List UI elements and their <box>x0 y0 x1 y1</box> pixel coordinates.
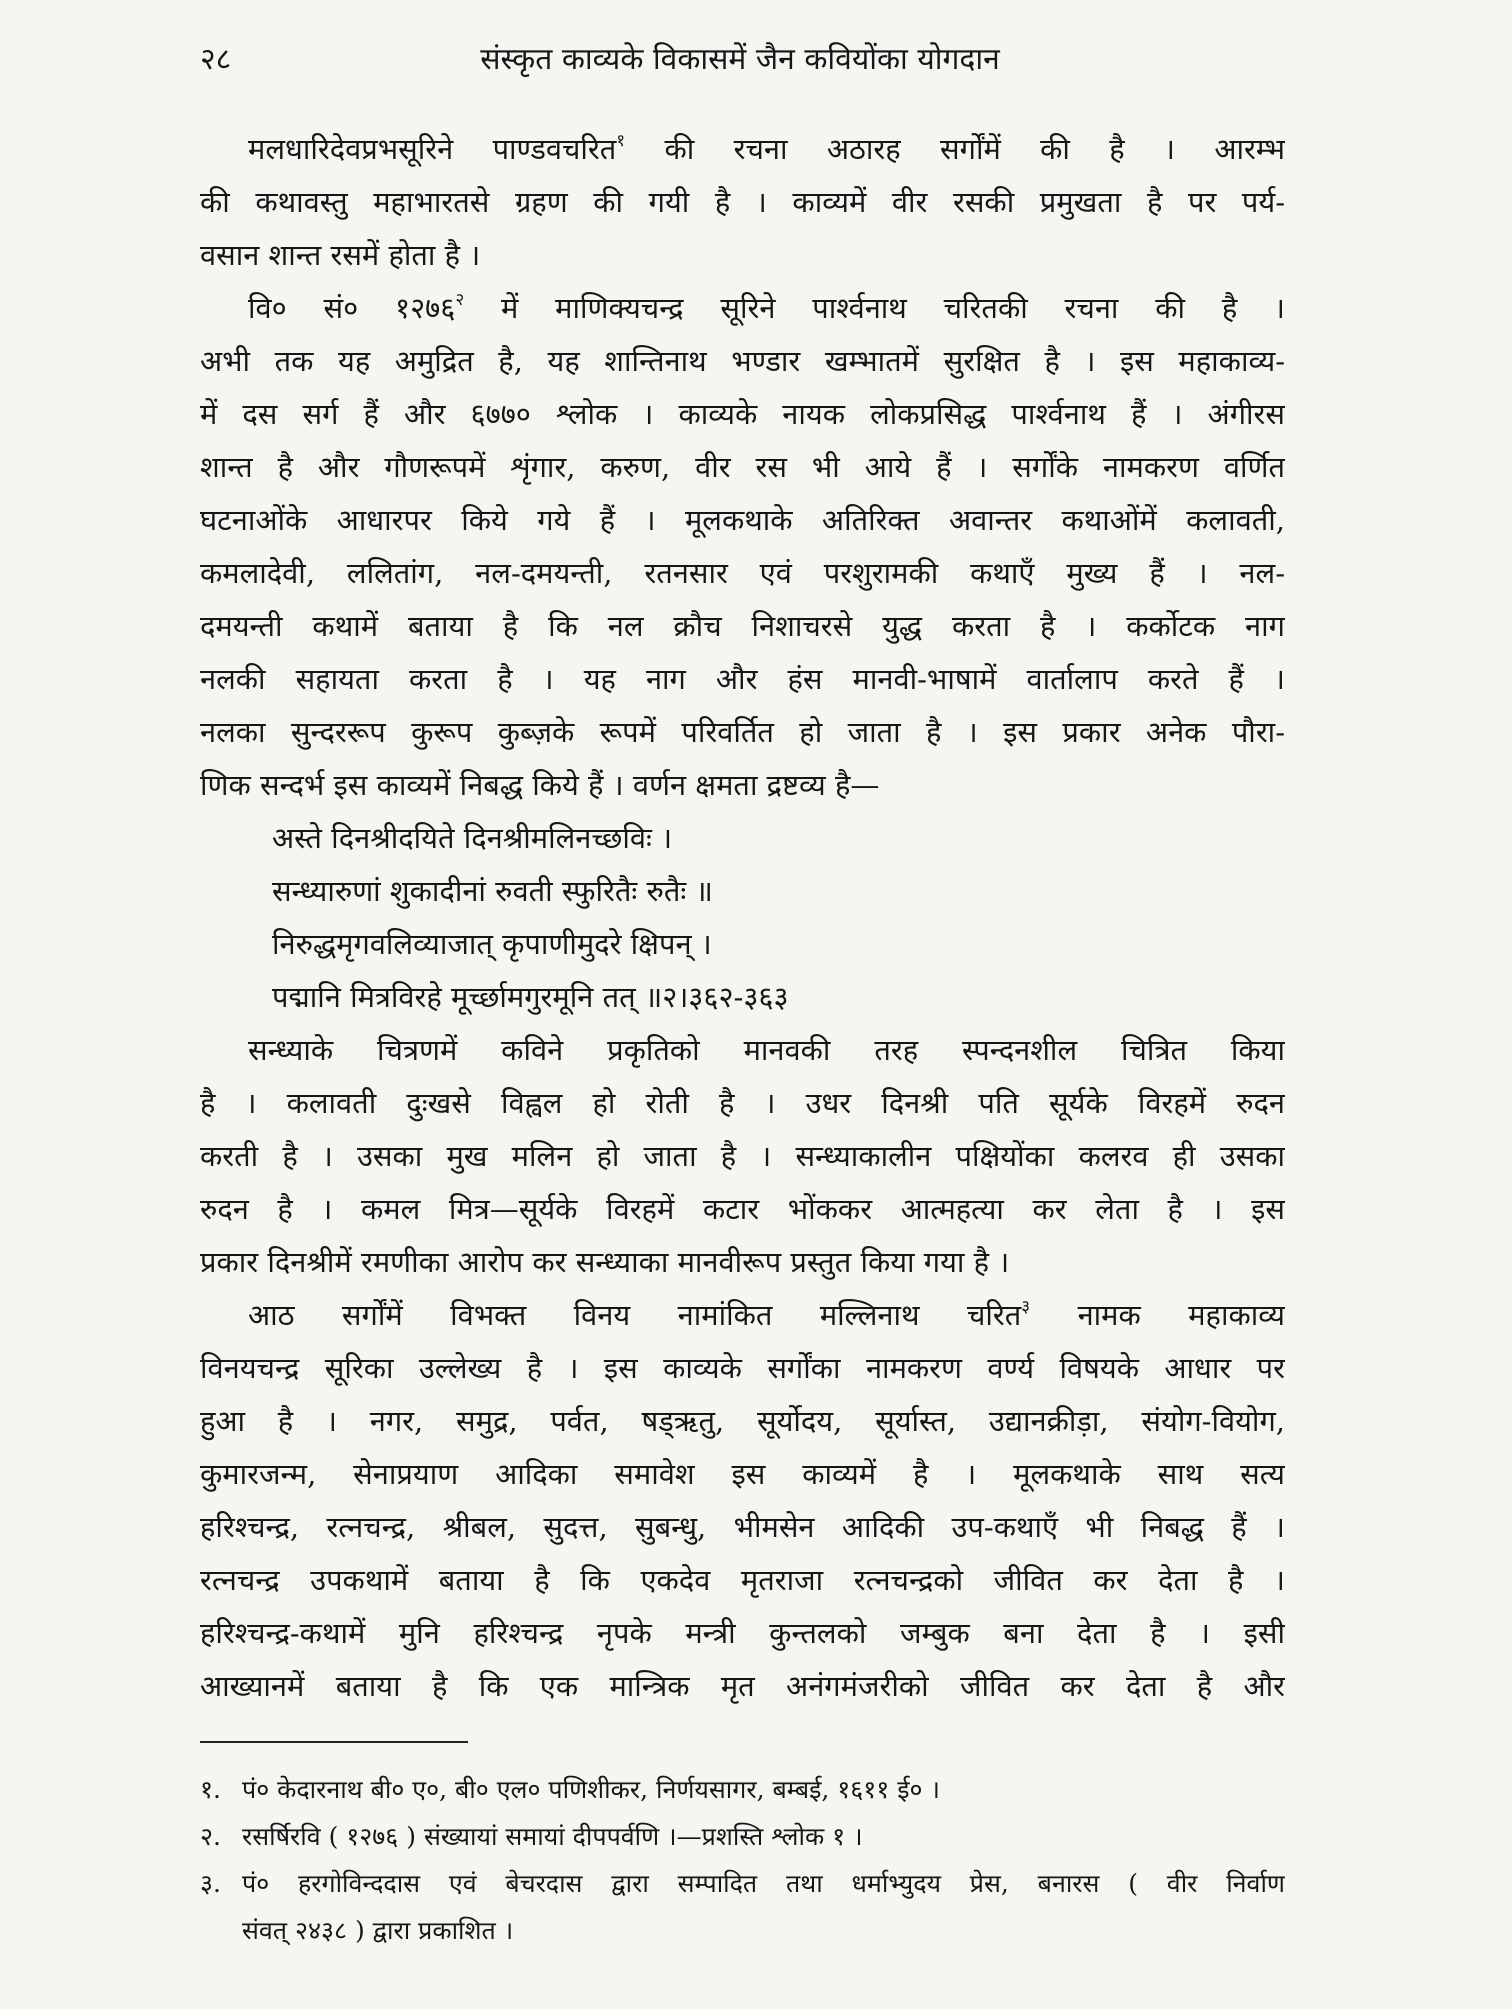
footnote-2-text <box>200 1813 1285 1860</box>
footnote-3-number: ३. <box>200 1869 221 1898</box>
paragraph-2-line-1-start: वि० सं० १२७६ <box>248 291 456 325</box>
paragraph-1-line-1-start: मलधारिदेवप्रभसूरिने पाण्डवचरित <box>248 132 617 166</box>
paragraph-2-line-2: अभी तक यह अमुद्रित है, यह शान्तिनाथ भण्डार खम्भातमें सुरक्षित है । इस महाकाव्य- <box>200 344 1285 378</box>
footnote-rule <box>200 1741 468 1743</box>
paragraph-4-line-5: हरिश्चन्द्र, रत्नचन्द्र, श्रीबल, सुदत्त, सुबन्धु, भीमसेन आदिकी उप-कथाएँ भी निबद्ध हैं । <box>200 1510 1285 1544</box>
paragraph-4-line-8: आख्यानमें बताया है कि एक मान्त्रिक मृत अनंगमंजरीको जीवित कर देता है और <box>200 1669 1285 1703</box>
paragraph-4-line-2: विनयचन्द्र सूरिका उल्लेख्य है । इस काव्यके सर्गोंका नामकरण वर्ण्य विषयके आधार पर <box>200 1351 1285 1385</box>
paragraph-1-line-1-end: की रचना अठारह सर्गोंमें की है । आरम्भ <box>625 132 1285 166</box>
verse-line-2: सन्ध्यारुणां शुकादीनां रुवती स्फुरितैः रुतैः ॥ <box>272 874 713 908</box>
paragraph-3-line-3: करती है । उसका मुख मलिन हो जाता है । सन्ध्याकालीन पक्षियोंका कलरव ही उसका <box>200 1139 1285 1173</box>
paragraph-1-line-1 <box>200 123 1285 176</box>
paragraph-2-line-9: नलका सुन्दररूप कुरूप कुब्ज़के रूपमें परिवर्तित हो जाता है । इस प्रकार अनेक पौरा- <box>200 715 1285 749</box>
paragraph-4-line-3: हुआ है । नगर, समुद्र, पर्वत, षड्ऋतु, सूर्योदय, सूर्यास्त, उद्यानक्रीड़ा, संयोग-वियोग, <box>200 1404 1285 1438</box>
page-number: २८ <box>200 42 232 77</box>
body-text <box>200 123 1285 1713</box>
paragraph-4-line-4: कुमारजन्म, सेनाप्रयाण आदिका समावेश इस काव्यमें है । मूलकथाके साथ सत्य <box>200 1457 1285 1491</box>
paragraph-3-line-1: सन्ध्याके चित्रणमें कविने प्रकृतिको मानवकी तरह स्पन्दनशील चित्रित किया <box>248 1033 1285 1067</box>
paragraph-2-line-3: में दस सर्ग हैं और ६७७० श्लोक । काव्यके नायक लोकप्रसिद्ध पार्श्वनाथ हैं । अंगीरस <box>200 397 1285 431</box>
running-header <box>200 36 1285 84</box>
paragraph-3-line-2: है । कलावती दुःखसे विह्वल हो रोती है । उधर दिनश्री पति सूर्यके विरहमें रुदन <box>200 1086 1285 1120</box>
footnote-2-line-1: रसर्षिरवि ( १२७६ ) संख्यायां समायां दीपपर्वणि ।—प्रशस्ति श्लोक १ । <box>242 1822 863 1851</box>
paragraph-4-line-1 <box>200 1289 1285 1342</box>
paragraph-4-line-7: हरिश्चन्द्र-कथामें मुनि हरिश्चन्द्र नृपके मन्त्री कुन्तलको जम्बुक बना देता है । इसी <box>200 1616 1285 1650</box>
footnote-1-line-1: पं० केदारनाथ बी० ए०, बी० एल० पणिशीकर, निर्णयसागर, बम्बई, १६११ ई० । <box>242 1775 940 1804</box>
paragraph-1 <box>200 123 1285 282</box>
footnote-marker-3: ३ <box>1021 1297 1031 1318</box>
paragraph-2-line-10: णिक सन्दर्भ इस काव्यमें निबद्ध किये हैं । वर्णन क्षमता द्रष्टव्य है— <box>200 768 880 802</box>
verse-line-3: निरुद्धमृगवलिव्याजात् कृपाणीमुदरे क्षिपन् । <box>272 927 712 961</box>
paragraph-2-line-8: नलकी सहायता करता है । यह नाग और हंस मानवी-भाषामें वार्तालाप करते हैं । <box>200 662 1285 696</box>
paragraph-2-line-1 <box>200 282 1285 335</box>
footnote-3-text <box>200 1860 1285 1954</box>
footnote-2 <box>200 1813 1285 1860</box>
running-title: संस्कृत काव्यके विकासमें जैन कवियोंका योगदान <box>480 42 1000 77</box>
footnote-1 <box>200 1766 1285 1813</box>
paragraph-4-line-1-start: आठ सर्गोंमें विभक्त विनय नामांकित मल्लिनाथ चरित <box>248 1298 1022 1332</box>
footnote-2-number: २. <box>200 1822 221 1851</box>
paragraph-4 <box>200 1289 1285 1713</box>
paragraph-3-line-4: रुदन है । कमल मित्र—सूर्यके विरहमें कटार भोंककर आत्महत्या कर लेता है । इस <box>200 1192 1285 1226</box>
footnote-marker-2: २ <box>455 290 465 311</box>
paragraph-2-line-1-end: में माणिक्यचन्द्र सूरिने पार्श्वनाथ चरितकी रचना की है । <box>464 291 1285 325</box>
paragraph-2-line-5: घटनाओंके आधारपर किये गये हैं । मूलकथाके अतिरिक्त अवान्तर कथाओंमें कलावती, <box>200 503 1285 537</box>
paragraph-2-line-6: कमलादेवी, ललितांग, नल-दमयन्ती, रतनसार एवं परशुरामकी कथाएँ मुख्य हैं । नल- <box>200 556 1285 590</box>
footnotes <box>200 1766 1285 1954</box>
footnote-3 <box>200 1860 1285 1954</box>
paragraph-4-line-1-end: नामक महाकाव्य <box>1030 1298 1285 1332</box>
footnote-1-text <box>200 1766 1285 1813</box>
verse-block <box>200 812 1285 1024</box>
verse-line-4: पद्मानि मित्रविरहे मूर्च्छामगुरमूनि तत् ॥२।३६२-३६३ <box>272 980 789 1014</box>
footnote-1-number: १. <box>200 1775 221 1804</box>
verse-line-1: अस्ते दिनश्रीदयिते दिनश्रीमलिनच्छविः । <box>272 821 673 855</box>
footnote-3-line-1: पं० हरगोविन्ददास एवं बेचरदास द्वारा सम्पादित तथा धर्माभ्युदय प्रेस, बनारस ( वीर निर्वाण <box>242 1869 1285 1898</box>
paragraph-2-line-4: शान्त है और गौणरूपमें शृंगार, करुण, वीर रस भी आये हैं । सर्गोंके नामकरण वर्णित <box>200 450 1285 484</box>
paragraph-2-line-7: दमयन्ती कथामें बताया है कि नल क्रौच निशाचरसे युद्ध करता है । कर्कोटक नाग <box>200 609 1285 643</box>
paragraph-3-line-5: प्रकार दिनश्रीमें रमणीका आरोप कर सन्ध्याका मानवीरूप प्रस्तुत किया गया है । <box>200 1245 1010 1279</box>
paragraph-1-line-3: वसान शान्त रसमें होता है । <box>200 238 481 272</box>
paragraph-3 <box>200 1024 1285 1289</box>
footnote-marker-1: १ <box>616 131 626 152</box>
footnote-3-line-2: संवत् २४३८ ) द्वारा प्रकाशित । <box>242 1916 514 1945</box>
paragraph-4-line-6: रत्नचन्द्र उपकथामें बताया है कि एकदेव मृतराजा रत्नचन्द्रको जीवित कर देता है । <box>200 1563 1285 1597</box>
paragraph-2 <box>200 282 1285 812</box>
paragraph-1-line-2: की कथावस्तु महाभारतसे ग्रहण की गयी है । काव्यमें वीर रसकी प्रमुखता है पर पर्य- <box>200 185 1285 219</box>
